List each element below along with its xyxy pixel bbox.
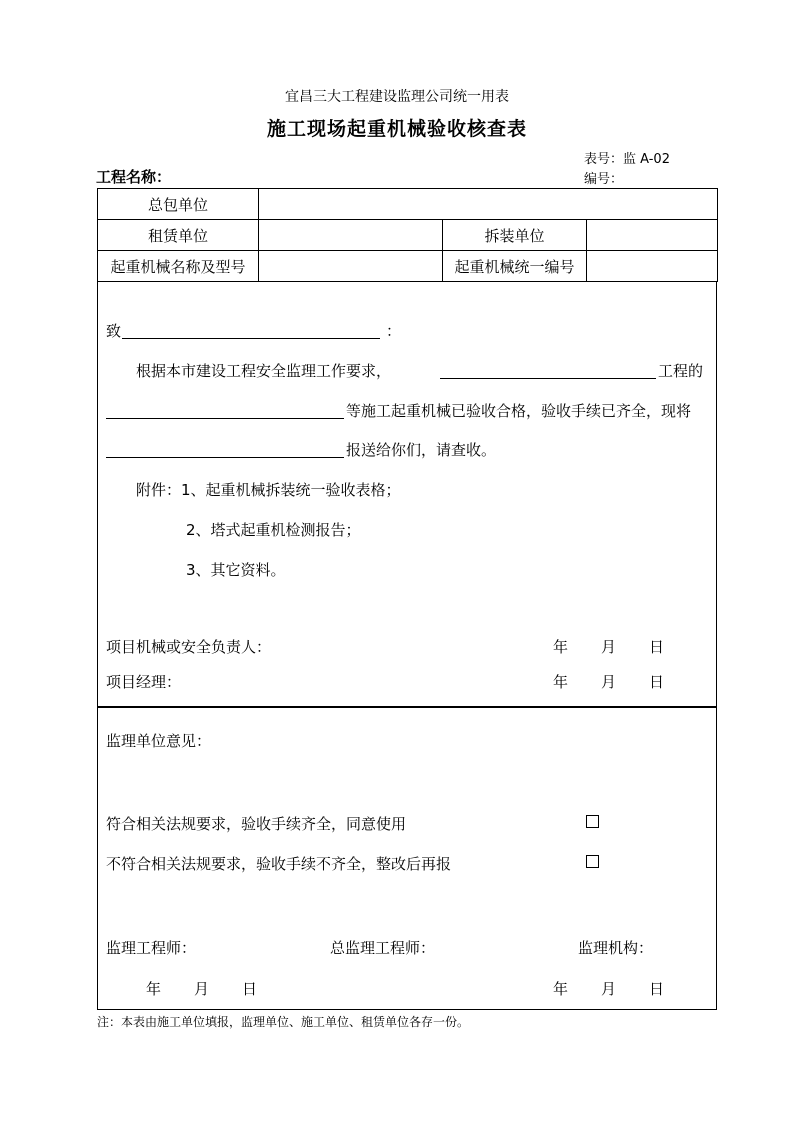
project-blank[interactable]: [440, 378, 656, 379]
letter-para1-start: 根据本市建设工程安全监理工作要求，: [136, 362, 392, 380]
lessor-label: 租赁单位: [98, 220, 259, 251]
option-approve-label: 符合相关法规要求，验收手续齐全，同意使用: [106, 815, 407, 833]
machine-name-model-field[interactable]: [259, 251, 443, 282]
engineer-label: 监理工程师：: [106, 939, 197, 957]
dismantle-unit-field[interactable]: [587, 220, 718, 251]
date-day: 日: [649, 638, 665, 656]
form-number: 表号：监 A-02: [584, 152, 670, 167]
attachment-3: 3、其它资料。: [186, 561, 286, 579]
date-month: 月: [601, 638, 617, 656]
opinion-section: [97, 706, 717, 1010]
date-day: 日: [242, 980, 258, 998]
opinion-label: 监理单位意见：: [106, 732, 212, 750]
date-day: 日: [649, 980, 665, 998]
option-reject-label: 不符合相关法规要求，验收手续不齐全，整改后再报: [106, 855, 452, 873]
organization-label: 监理机构：: [578, 939, 654, 957]
machine-unified-number-field[interactable]: [587, 251, 718, 282]
attachment-2: 2、塔式起重机检测报告；: [186, 521, 361, 539]
letter-para1-end: 工程的: [658, 362, 704, 380]
general-contractor-label: 总包单位: [98, 189, 259, 220]
general-contractor-field[interactable]: [259, 189, 718, 220]
date-month: 月: [601, 980, 617, 998]
form-subtitle: 宜昌三大工程建设监理公司统一用表: [285, 89, 509, 105]
machine-blank[interactable]: [106, 418, 344, 419]
to-prefix: 致: [106, 322, 122, 340]
page-title: 施工现场起重机械验收核查表: [266, 118, 527, 140]
serial-number-label: 编号：: [584, 172, 624, 187]
reject-checkbox[interactable]: [586, 855, 599, 868]
date-month: 月: [601, 673, 617, 691]
date-month: 月: [194, 980, 210, 998]
dismantle-unit-label: 拆装单位: [443, 220, 587, 251]
date-day: 日: [649, 673, 665, 691]
project-manager-label: 项目经理：: [106, 673, 182, 691]
machine-name-model-label: 起重机械名称及型号: [98, 251, 259, 282]
date-year: 年: [553, 638, 569, 656]
safety-person-label: 项目机械或安全负责人：: [106, 638, 272, 656]
machine-unified-number-label: 起重机械统一编号: [443, 251, 587, 282]
approve-checkbox[interactable]: [586, 815, 599, 828]
info-table: [97, 188, 718, 282]
date-year: 年: [146, 980, 162, 998]
project-name-label: 工程名称：: [96, 168, 172, 186]
chief-engineer-label: 总监理工程师：: [330, 939, 436, 957]
footer-note: 注：本表由施工单位填报，监理单位、施工单位、租赁单位各存一份。: [97, 1015, 470, 1029]
date-year: 年: [553, 673, 569, 691]
letter-section: [97, 281, 717, 708]
attachment-1: 附件：1、起重机械拆装统一验收表格；: [136, 481, 401, 499]
recipient-blank[interactable]: [122, 338, 380, 339]
lessor-field[interactable]: [259, 220, 443, 251]
letter-para3-end: 报送给你们，请查收。: [346, 441, 497, 459]
letter-para2-end: 等施工起重机械已验收合格，验收手续已齐全，现将: [346, 402, 692, 420]
to-suffix: ：: [386, 322, 402, 340]
documents-blank[interactable]: [106, 457, 344, 458]
date-year: 年: [553, 980, 569, 998]
